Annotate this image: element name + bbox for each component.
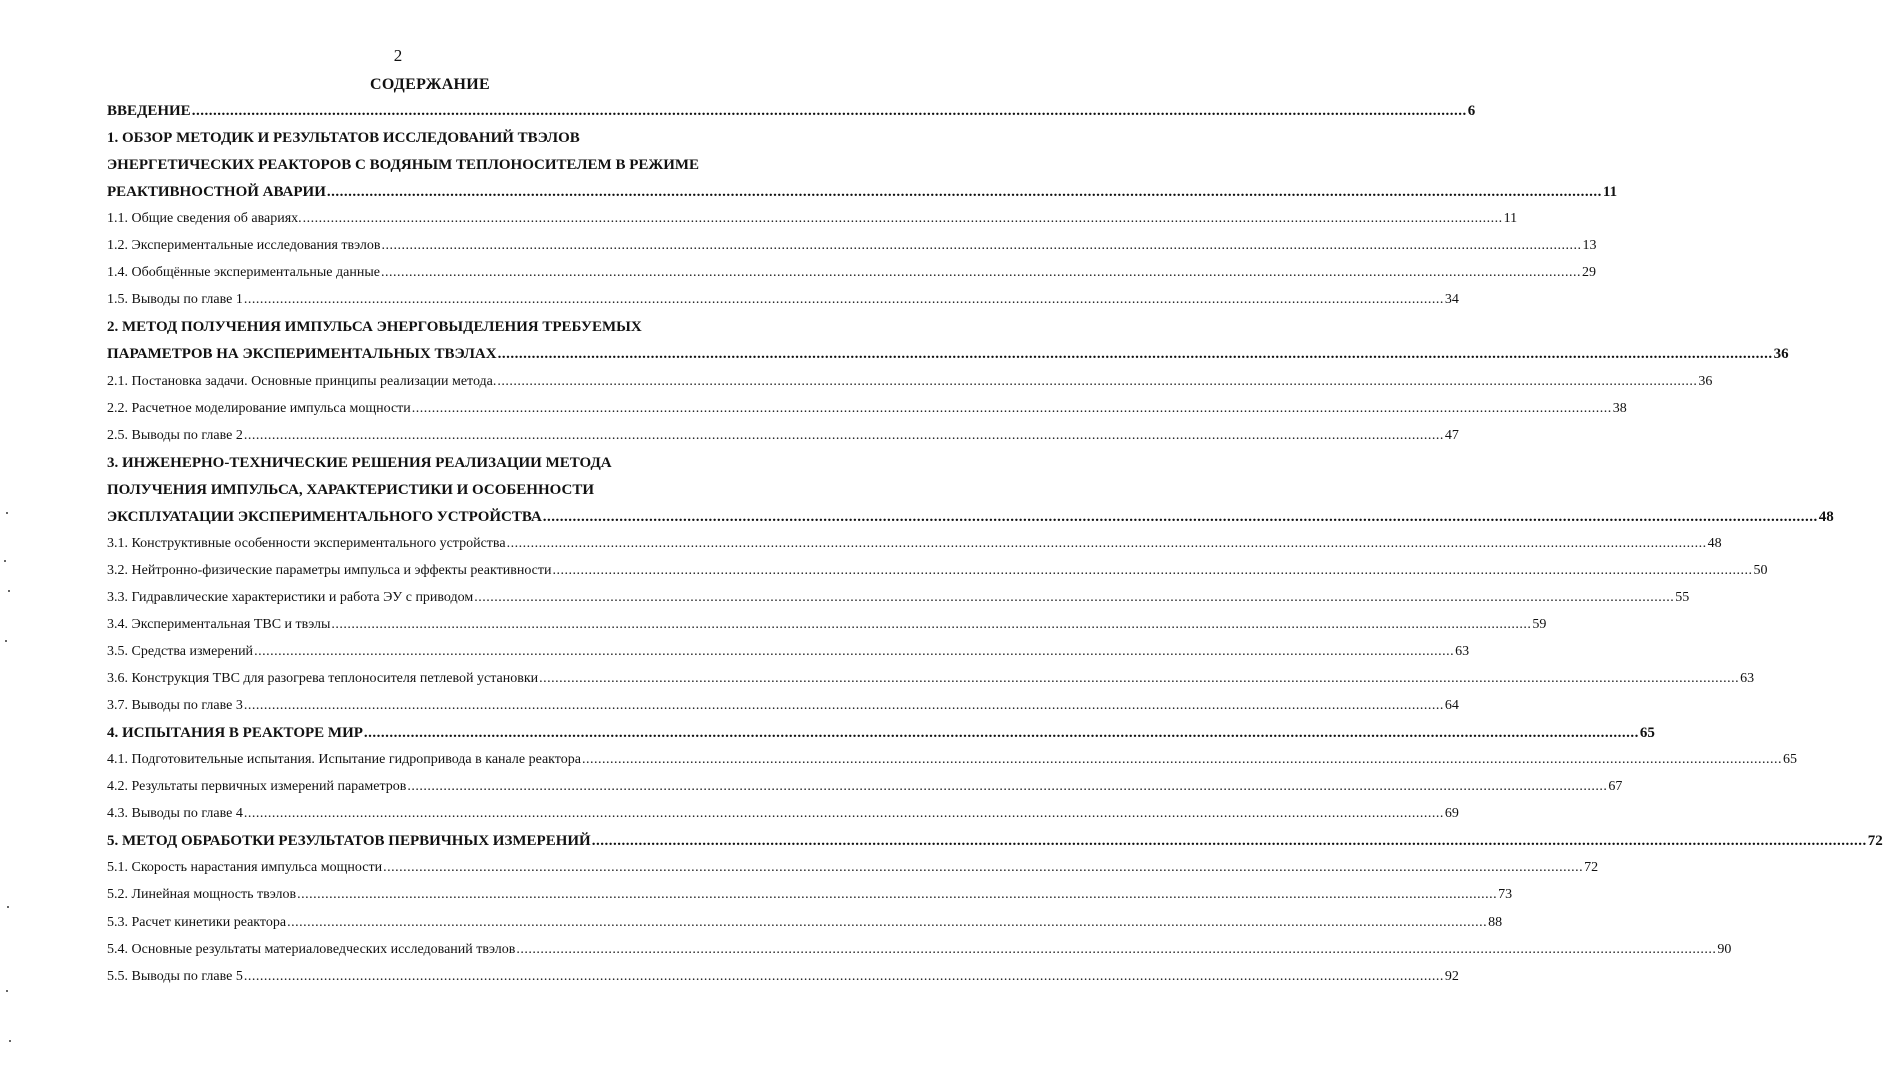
toc-page-number: 92 bbox=[1444, 968, 1459, 984]
toc-page-number: 34 bbox=[1444, 292, 1459, 308]
toc-entry-title: 2.2. Расчетное моделирование импульса мощности bbox=[107, 400, 411, 416]
toc-entry-title: 5.3. Расчет кинетики реактора bbox=[107, 914, 287, 930]
toc-entry-title: 4. ИСПЫТАНИЯ В РЕАКТОРЕ МИР bbox=[107, 725, 363, 742]
toc-page-number: 13 bbox=[1582, 238, 1597, 254]
toc-entry-title: 1. ОБЗОР МЕТОДИК И РЕЗУЛЬТАТОВ ИССЛЕДОВАНИЙ ТВЭЛОВ bbox=[107, 130, 580, 147]
toc-section-entry bbox=[107, 968, 1459, 986]
toc-page-number: 64 bbox=[1444, 698, 1459, 714]
toc-entry-title: 5.2. Линейная мощность твэлов bbox=[107, 887, 297, 903]
toc-page-number: 6 bbox=[1467, 103, 1476, 119]
toc-leader-dots: ............................................................................................................................................................................................................................................................................................................ bbox=[552, 562, 1753, 578]
scan-speck bbox=[7, 906, 9, 908]
toc-chapter-entry bbox=[107, 508, 1834, 526]
toc-leader-dots: ............................................................................................................................................................................................................................................................................................................ bbox=[287, 914, 1488, 930]
toc-leader-dots: ............................................................................................................................................................................................................................................................................................................ bbox=[326, 184, 1602, 201]
toc-page-number: 36 bbox=[1773, 346, 1789, 363]
toc-section-entry bbox=[107, 914, 1503, 932]
toc-section-entry bbox=[107, 859, 1599, 877]
toc-chapter-entry bbox=[107, 724, 1655, 742]
toc-section-entry bbox=[107, 210, 1518, 228]
toc-section-entry bbox=[107, 886, 1513, 904]
toc-page-number: 63 bbox=[1455, 644, 1470, 659]
toc-page-number: 65 bbox=[1639, 725, 1655, 742]
toc-chapter-entry bbox=[107, 102, 1476, 120]
toc-leader-dots: ............................................................................................................................................................................................................................................................................................................ bbox=[243, 968, 1444, 984]
toc-page-number: 11 bbox=[1503, 211, 1518, 227]
toc-page-number: 48 bbox=[1818, 508, 1834, 525]
toc-leader-dots: ............................................................................................................................................................................................................................................................................................................ bbox=[331, 616, 1532, 632]
toc-leader-dots: ............................................................................................................................................................................................................................................................................................................ bbox=[474, 589, 1675, 605]
toc-entry-title: 2.1. Постановка задачи. Основные принципы реализации метода. bbox=[107, 373, 497, 389]
toc-entry-title: 3.7. Выводы по главе 3 bbox=[107, 698, 243, 714]
toc-section-entry bbox=[107, 264, 1596, 282]
toc-page-number: 88 bbox=[1488, 914, 1503, 930]
toc-entry-title: ЭКСПЛУАТАЦИИ ЭКСПЕРИМЕНТАЛЬНОГО УСТРОЙСТВА bbox=[107, 508, 542, 525]
toc-chapter-entry bbox=[107, 129, 750, 147]
toc-leader-dots: ............................................................................................................................................................................................................................................................................................................ bbox=[380, 265, 1581, 281]
toc-leader-dots: ............................................................................................................................................................................................................................................................................................................ bbox=[363, 725, 1639, 742]
toc-page-number: 90 bbox=[1717, 941, 1732, 957]
toc-section-entry bbox=[107, 400, 1627, 418]
toc-page-number: 65 bbox=[1782, 752, 1797, 768]
toc-chapter-entry bbox=[107, 318, 750, 336]
toc-leader-dots: ............................................................................................................................................................................................................................................................................................................ bbox=[243, 806, 1444, 822]
toc-leader-dots: ............................................................................................................................................................................................................................................................................................................ bbox=[243, 427, 1444, 443]
toc-leader-dots: ............................................................................................................................................................................................................................................................................................................ bbox=[243, 698, 1444, 714]
toc-entry-title: ПОЛУЧЕНИЯ ИМПУЛЬСА, ХАРАКТЕРИСТИКИ И ОСОБЕННОСТИ bbox=[107, 481, 595, 498]
toc-chapter-entry bbox=[107, 454, 750, 472]
toc-entry-title: 1.5. Выводы по главе 1 bbox=[107, 292, 243, 308]
toc-section-entry bbox=[107, 562, 1768, 580]
toc-chapter-entry bbox=[107, 345, 1789, 363]
toc-section-entry bbox=[107, 670, 1755, 688]
toc-title: СОДЕРЖАНИЕ bbox=[369, 76, 491, 93]
toc-section-entry bbox=[107, 373, 1713, 391]
toc-page-number: 59 bbox=[1532, 616, 1547, 632]
toc-section-entry bbox=[107, 291, 1459, 309]
toc-page-number: 11 bbox=[1602, 184, 1618, 201]
scan-speck bbox=[5, 640, 7, 642]
toc-page-number: 63 bbox=[1740, 671, 1755, 687]
toc-entry-title: 1.1. Общие сведения об авариях. bbox=[107, 211, 302, 227]
toc-leader-dots: ............................................................................................................................................................................................................................................................................................................ bbox=[516, 941, 1717, 957]
toc-entry-title: 3.4. Экспериментальная ТВС и твэлы bbox=[107, 616, 331, 632]
toc-page-number: 47 bbox=[1444, 427, 1459, 443]
toc-entry-title: 3.1. Конструктивные особенности экспериментального устройства bbox=[107, 535, 506, 551]
toc-entry-title: 3.2. Нейтронно-физические параметры импульса и эффекты реактивности bbox=[107, 562, 552, 578]
toc-section-entry bbox=[107, 697, 1459, 715]
toc-entry-title: 4.3. Выводы по главе 4 bbox=[107, 806, 243, 822]
toc-chapter-entry bbox=[107, 183, 1618, 201]
toc-section-entry bbox=[107, 778, 1623, 796]
page-number: 2 bbox=[393, 46, 403, 65]
toc-chapter-entry bbox=[107, 156, 750, 174]
toc-chapter-entry bbox=[107, 481, 750, 499]
toc-leader-dots: ............................................................................................................................................................................................................................................................................................................ bbox=[407, 779, 1608, 795]
toc-page-number: 69 bbox=[1444, 806, 1459, 822]
toc-entry-title: ПАРАМЕТРОВ НА ЭКСПЕРИМЕНТАЛЬНЫХ ТВЭЛАХ bbox=[107, 346, 497, 363]
toc-section-entry bbox=[107, 427, 1459, 445]
toc-leader-dots: ............................................................................................................................................................................................................................................................................................................ bbox=[506, 535, 1707, 551]
toc-entry-title: ЭНЕРГЕТИЧЕСКИХ РЕАКТОРОВ С ВОДЯНЫМ ТЕПЛОНОСИТЕЛЕМ В РЕЖИМЕ bbox=[107, 157, 700, 174]
toc-entry-title: 2. МЕТОД ПОЛУЧЕНИЯ ИМПУЛЬСА ЭНЕРГОВЫДЕЛЕНИЯ ТРЕБУЕМЫХ bbox=[107, 319, 642, 336]
toc-entry-title: 5.5. Выводы по главе 5 bbox=[107, 968, 243, 984]
toc-section-entry bbox=[107, 237, 1597, 255]
toc-entry-title: 2.5. Выводы по главе 2 bbox=[107, 427, 243, 443]
toc-page-number: 29 bbox=[1581, 265, 1596, 281]
toc-leader-dots: ............................................................................................................................................................................................................................................................................................................ bbox=[383, 860, 1584, 876]
toc-leader-dots: ............................................................................................................................................................................................................................................................................................................ bbox=[191, 103, 1467, 119]
toc-leader-dots: ............................................................................................................................................................................................................................................................................................................ bbox=[297, 887, 1498, 903]
toc-page-number: 48 bbox=[1707, 535, 1722, 551]
toc-entry-title: 1.2. Экспериментальные исследования твэлов bbox=[107, 238, 381, 254]
toc-leader-dots: ............................................................................................................................................................................................................................................................................................................ bbox=[542, 508, 1818, 525]
toc-entry-title: 1.4. Обобщённые экспериментальные данные bbox=[107, 265, 380, 281]
scan-speck bbox=[6, 990, 8, 992]
toc-entry-title: 3. ИНЖЕНЕРНО-ТЕХНИЧЕСКИЕ РЕШЕНИЯ РЕАЛИЗАЦИИ МЕТОДА bbox=[107, 454, 612, 471]
toc-section-entry bbox=[107, 535, 1722, 553]
toc-leader-dots: ............................................................................................................................................................................................................................................................................................................ bbox=[539, 671, 1740, 687]
toc-leader-dots: ............................................................................................................................................................................................................................................................................................................ bbox=[497, 346, 1773, 363]
toc-section-entry bbox=[107, 751, 1797, 769]
toc-leader-dots: ............................................................................................................................................................................................................................................................................................................ bbox=[591, 833, 1867, 850]
toc-section-entry bbox=[107, 805, 1459, 823]
toc-page-number: 67 bbox=[1608, 779, 1623, 795]
scan-speck bbox=[8, 590, 10, 592]
toc-entry-title: 3.3. Гидравлические характеристики и работа ЭУ с приводом bbox=[107, 589, 474, 605]
scan-speck bbox=[6, 512, 8, 514]
toc-page-number: 73 bbox=[1498, 887, 1513, 903]
toc-page-number: 55 bbox=[1675, 589, 1690, 605]
toc-page-number: 36 bbox=[1698, 373, 1713, 389]
toc-leader-dots: ............................................................................................................................................................................................................................................................................................................ bbox=[243, 292, 1444, 308]
toc-entry-title: 5.1. Скорость нарастания импульса мощности bbox=[107, 860, 383, 876]
toc-leader-dots: ............................................................................................................................................................................................................................................................................................................ bbox=[381, 238, 1582, 254]
toc-entry-title: 4.1. Подготовительные испытания. Испытание гидропривода в канале реактора bbox=[107, 752, 581, 768]
toc-leader-dots: ............................................................................................................................................................................................................................................................................................................ bbox=[497, 373, 1698, 389]
toc-page-number: 72 bbox=[1867, 833, 1883, 850]
toc-entry-title: 3.5. Средства измерений bbox=[107, 644, 254, 659]
toc-entry-title: 4.2. Результаты первичных измерений параметров bbox=[107, 779, 407, 795]
toc-leader-dots: ............................................................................................................................................................................................................................................................................................................ bbox=[254, 644, 1455, 659]
toc-page-number: 50 bbox=[1753, 562, 1768, 578]
toc-entry-title: РЕАКТИВНОСТНОЙ АВАРИИ bbox=[107, 184, 326, 201]
toc-page-number: 38 bbox=[1612, 400, 1627, 416]
toc-leader-dots: ............................................................................................................................................................................................................................................................................................................ bbox=[302, 211, 1503, 227]
scan-speck bbox=[4, 560, 6, 562]
toc-entry-title: 3.6. Конструкция ТВС для разогрева теплоносителя петлевой установки bbox=[107, 671, 539, 687]
scan-speck bbox=[9, 1040, 11, 1042]
toc-entry-title: 5.4. Основные результаты материаловедческих исследований твэлов bbox=[107, 941, 516, 957]
toc-section-entry bbox=[107, 589, 1690, 607]
toc-section-entry bbox=[107, 643, 1470, 661]
toc-chapter-entry bbox=[107, 832, 1883, 850]
toc-leader-dots: ............................................................................................................................................................................................................................................................................................................ bbox=[581, 752, 1782, 768]
toc-section-entry bbox=[107, 941, 1732, 959]
toc-section-entry bbox=[107, 616, 1547, 634]
toc-page-number: 72 bbox=[1584, 860, 1599, 876]
toc-leader-dots: ............................................................................................................................................................................................................................................................................................................ bbox=[411, 400, 1612, 416]
toc-entry-title: ВВЕДЕНИЕ bbox=[107, 103, 191, 119]
toc-entry-title: 5. МЕТОД ОБРАБОТКИ РЕЗУЛЬТАТОВ ПЕРВИЧНЫХ ИЗМЕРЕНИЙ bbox=[107, 833, 591, 850]
